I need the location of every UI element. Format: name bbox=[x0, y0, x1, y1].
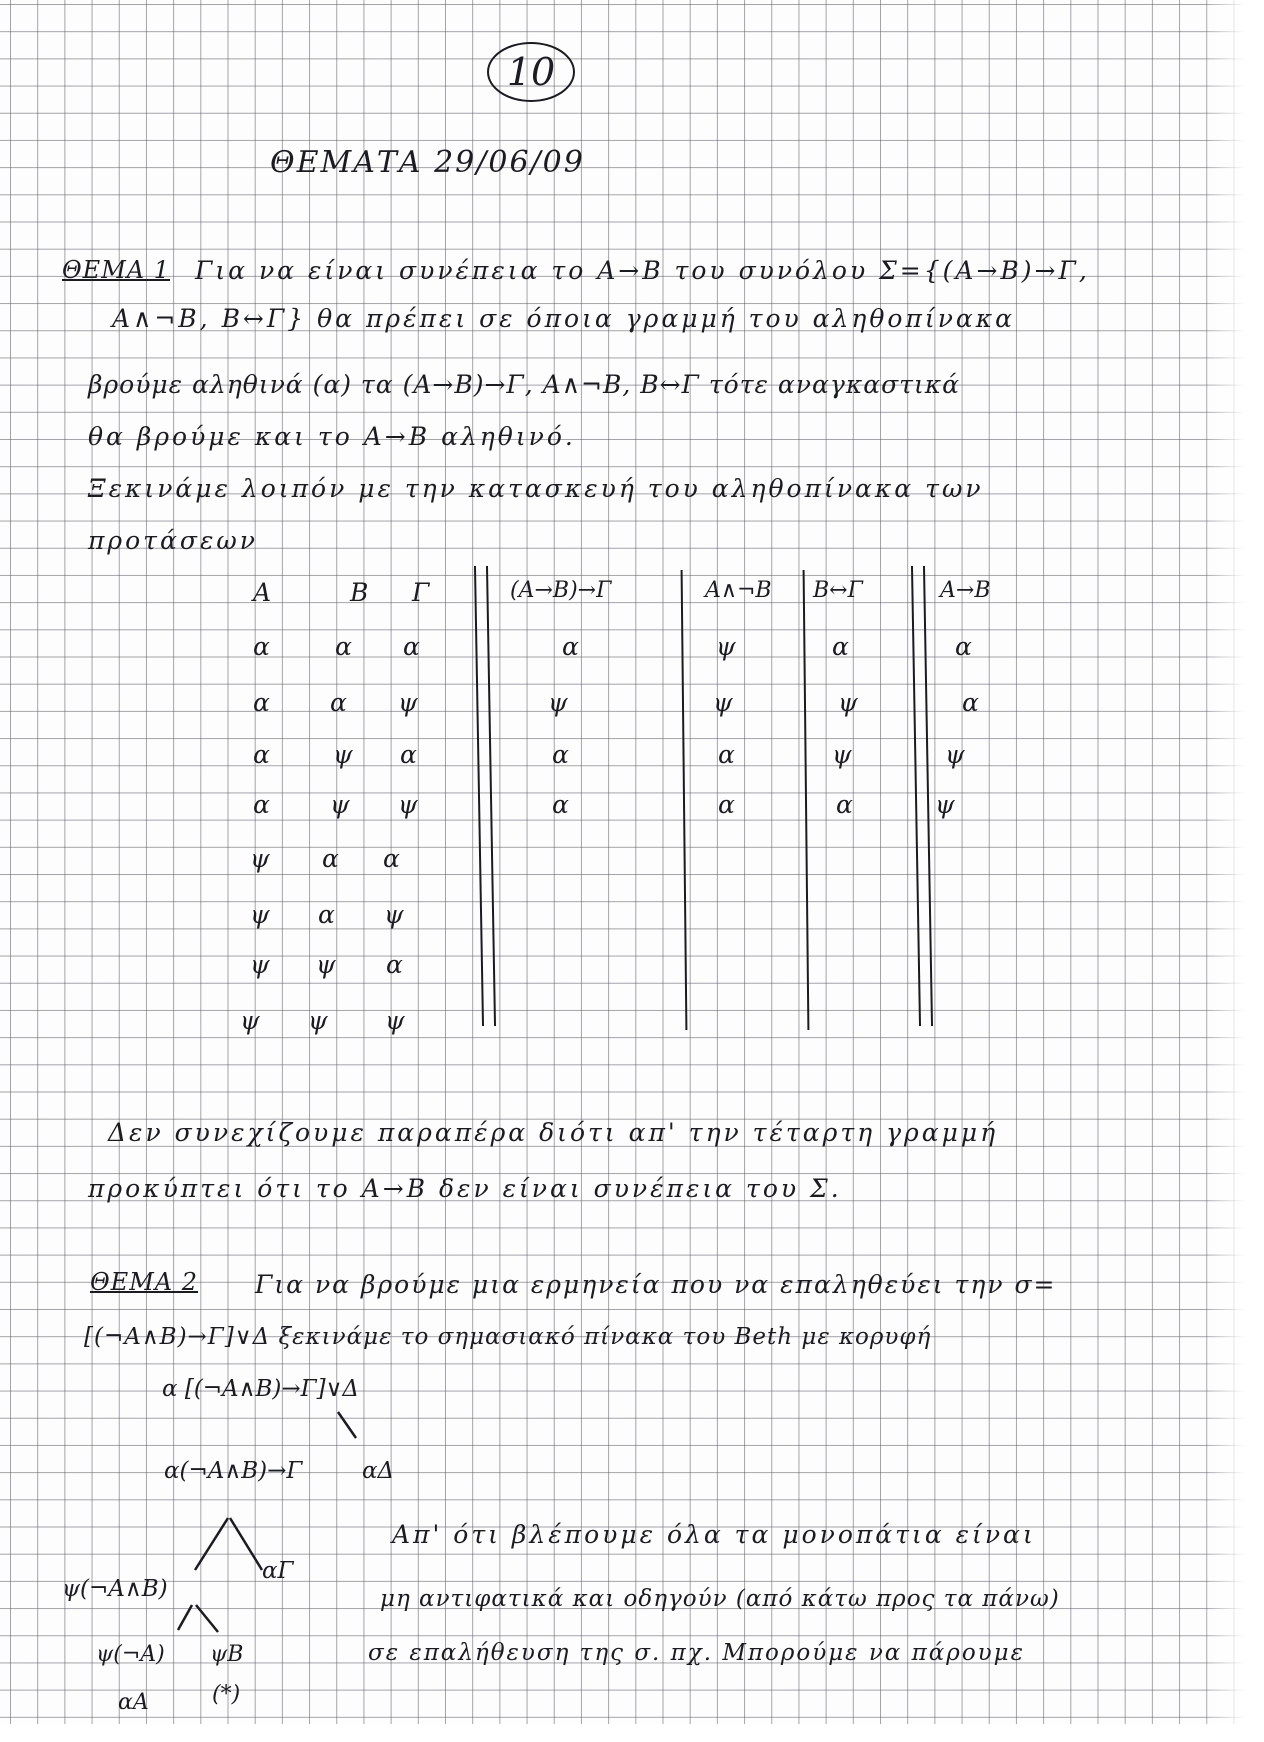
tree-root: α [(¬Α∧Β)→Γ]∨Δ bbox=[162, 1376, 360, 1402]
cell: ψ bbox=[716, 632, 736, 661]
cell: α bbox=[253, 740, 270, 769]
cell: ψ bbox=[330, 790, 350, 819]
cell: ψ bbox=[548, 688, 568, 717]
cell: α bbox=[562, 632, 579, 661]
header-and: Α∧¬Β bbox=[705, 578, 772, 603]
tree-lll: ψ(¬Α) bbox=[96, 1642, 165, 1667]
tree-right: αΔ bbox=[362, 1458, 395, 1484]
theme1-conclusion-1: Δεν συνεχίζουμε παραπέρα διότι απ' την τέταρτη γραμμή bbox=[108, 1118, 999, 1147]
theme2-comment-3: σε επαλήθευση της σ. πχ. Μπορούμε να πάρουμε bbox=[368, 1640, 1025, 1666]
cell: ψ bbox=[385, 1006, 405, 1035]
theme2-line-2: [(¬Α∧Β)→Γ]∨Δ ξεκινάμε το σημασιακό πίνακα του Beth με κορυφή bbox=[84, 1324, 932, 1350]
cell: ψ bbox=[398, 688, 418, 717]
cell: α bbox=[403, 632, 420, 661]
cell: α bbox=[552, 740, 569, 769]
theme1-conclusion-2: προκύπτει ότι το Α→Β δεν είναι συνέπεια του Σ. bbox=[88, 1174, 842, 1203]
header-iff: Β↔Γ bbox=[813, 578, 863, 603]
cell: ψ bbox=[240, 1006, 260, 1035]
tree-lr: αΓ bbox=[262, 1558, 294, 1584]
tree-ll: ψ(¬Α∧Β) bbox=[62, 1576, 168, 1602]
header-A: Α bbox=[253, 578, 272, 607]
theme1-line-6: προτάσεων bbox=[88, 526, 258, 555]
cell: α bbox=[253, 688, 270, 717]
tree-left: α(¬Α∧Β)→Γ bbox=[164, 1458, 303, 1484]
cell: α bbox=[318, 900, 335, 929]
theme1-label: ΘΕΜΑ 1 bbox=[62, 256, 170, 284]
header-B: Β bbox=[350, 578, 369, 607]
header-G: Γ bbox=[412, 578, 430, 607]
cell: α bbox=[836, 790, 853, 819]
cell: ψ bbox=[384, 900, 404, 929]
cell: ψ bbox=[316, 950, 336, 979]
tree-mark: (*) bbox=[212, 1682, 241, 1707]
cell: α bbox=[718, 790, 735, 819]
theme2-line-1: Για να βρούμε μια ερμηνεία που να επαληθεύει την σ= bbox=[255, 1270, 1057, 1299]
cell: α bbox=[955, 632, 972, 661]
cell: ψ bbox=[838, 688, 858, 717]
cell: ψ bbox=[333, 740, 353, 769]
theme2-comment-1: Απ' ότι βλέπουμε όλα τα μονοπάτια είναι bbox=[392, 1520, 1036, 1549]
cell: ψ bbox=[398, 790, 418, 819]
cell: α bbox=[832, 632, 849, 661]
cell: α bbox=[962, 688, 979, 717]
cell: ψ bbox=[250, 844, 270, 873]
theme1-line-4: θα βρούμε και το Α→Β αληθινό. bbox=[88, 422, 576, 451]
tree-branch bbox=[196, 1605, 218, 1632]
header-impl2: Α→Β bbox=[940, 578, 991, 603]
page-number: 10 bbox=[487, 42, 575, 102]
cell: α bbox=[400, 740, 417, 769]
header-impl1: (Α→Β)→Γ bbox=[510, 578, 612, 603]
tree-branch bbox=[178, 1605, 192, 1630]
cell: α bbox=[253, 790, 270, 819]
theme1-line-5: Ξεκινάμε λοιπόν με την κατασκευή του αληθοπίνακα των bbox=[88, 474, 984, 503]
page-title: ΘΕΜΑΤΑ 29/06/09 bbox=[270, 145, 585, 180]
tree-branch bbox=[195, 1518, 228, 1570]
cell: ψ bbox=[250, 950, 270, 979]
theme2-label: ΘΕΜΑ 2 bbox=[90, 1268, 198, 1296]
cell: ψ bbox=[832, 740, 852, 769]
cell: α bbox=[335, 632, 352, 661]
tree-branch bbox=[338, 1412, 356, 1438]
cell: ψ bbox=[250, 900, 270, 929]
tree-branch bbox=[230, 1518, 262, 1570]
cell: α bbox=[386, 950, 403, 979]
cell: ψ bbox=[713, 688, 733, 717]
theme1-line-2: Α∧¬Β, Β↔Γ} θα πρέπει σε όποια γραμμή του αληθοπίνακα bbox=[112, 304, 1016, 333]
cell: ψ bbox=[935, 790, 955, 819]
theme1-line-3: βρούμε αληθινά (α) τα (Α→Β)→Γ, Α∧¬Β, Β↔Γ τότε αναγκαστικά bbox=[88, 370, 961, 399]
cell: ψ bbox=[945, 740, 965, 769]
cell: ψ bbox=[308, 1006, 328, 1035]
cell: α bbox=[552, 790, 569, 819]
theme2-comment-2: μη αντιφατικά και οδηγούν (από κάτω προς τα πάνω) bbox=[380, 1586, 1060, 1612]
cell: α bbox=[253, 632, 270, 661]
theme1-line-1: Για να είναι συνέπεια το Α→Β του συνόλου Σ={(Α→Β)→Γ, bbox=[195, 256, 1090, 285]
cell: α bbox=[322, 844, 339, 873]
tree-llll: αΑ bbox=[118, 1690, 149, 1715]
cell: α bbox=[718, 740, 735, 769]
tree-llr: ψΒ bbox=[210, 1642, 244, 1667]
cell: α bbox=[330, 688, 347, 717]
cell: α bbox=[383, 844, 400, 873]
